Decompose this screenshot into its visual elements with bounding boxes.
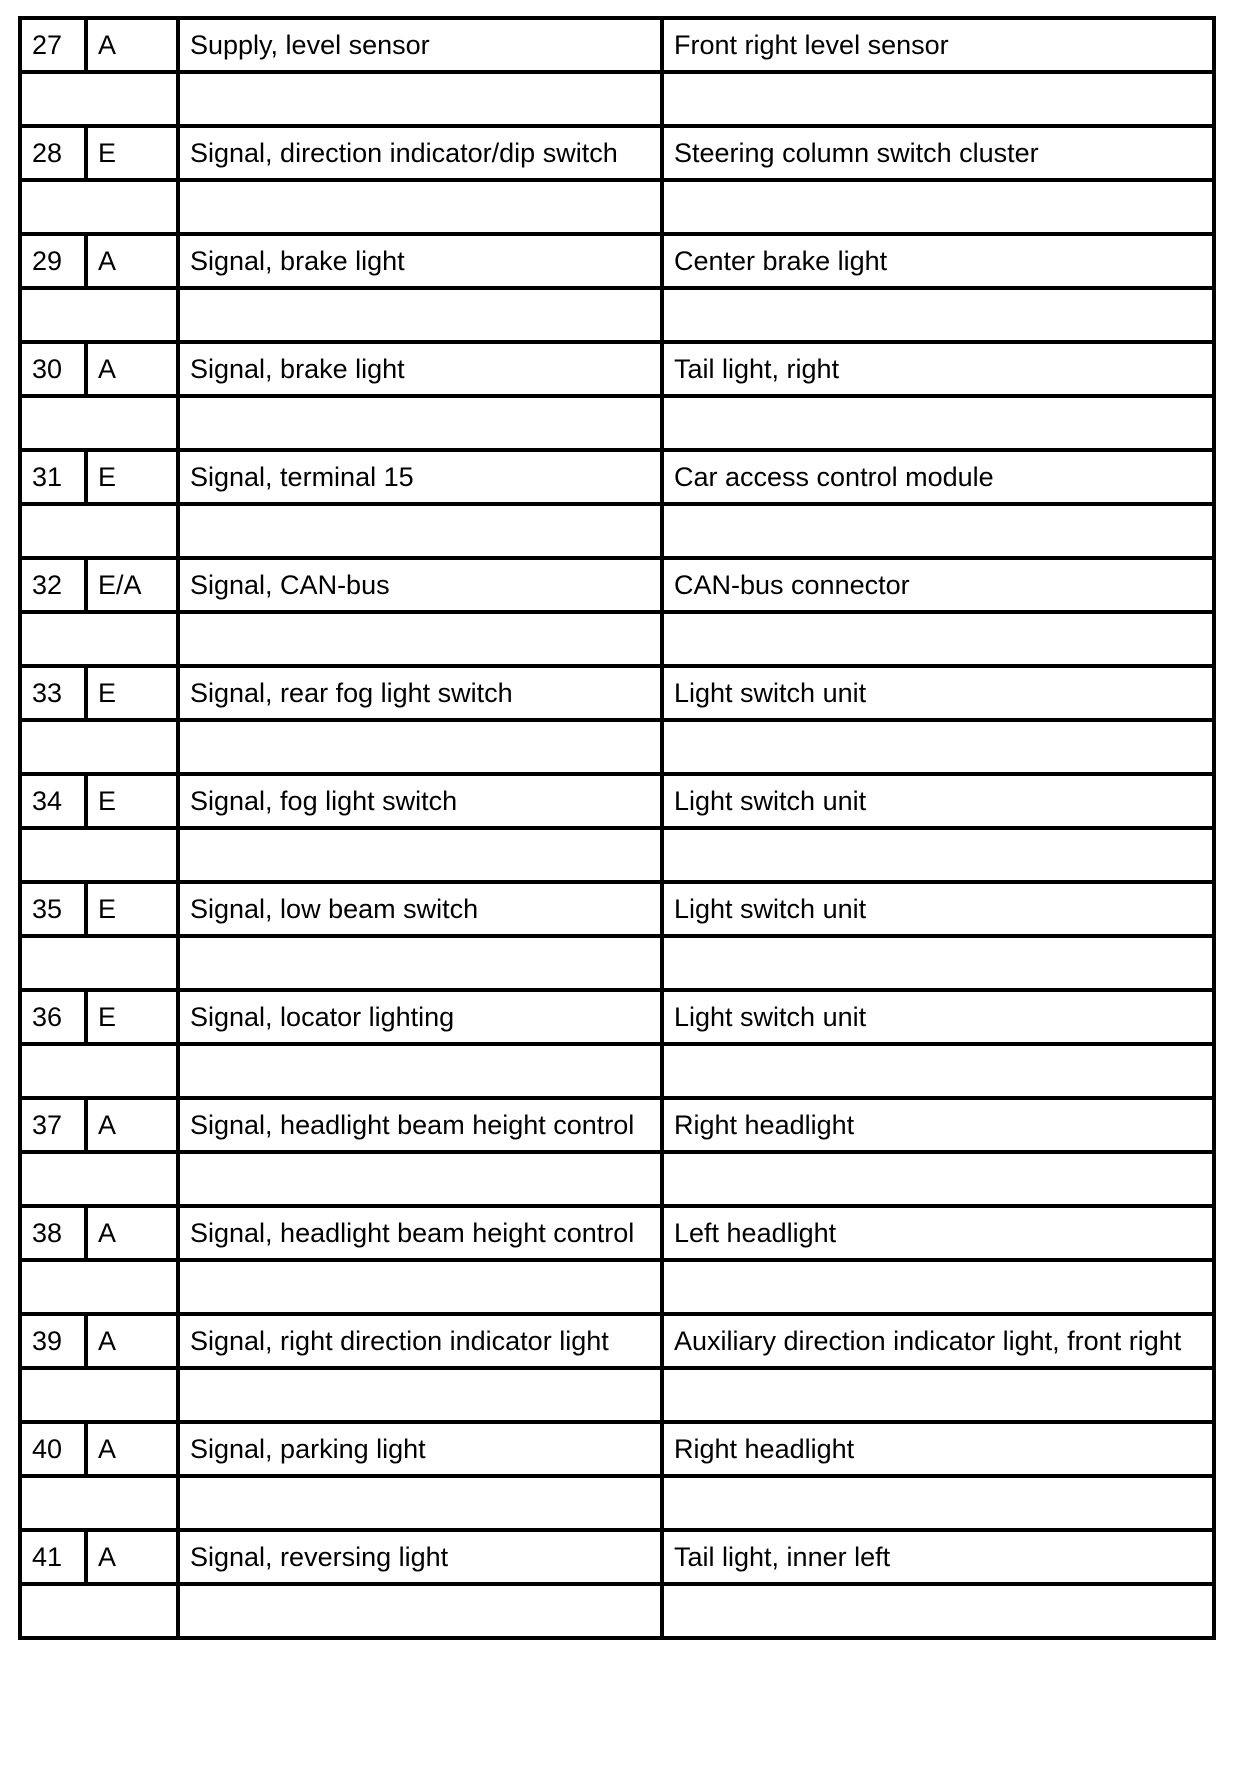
empty-cell bbox=[662, 612, 1214, 666]
table-row-spacer bbox=[20, 936, 1214, 990]
empty-cell bbox=[662, 1476, 1214, 1530]
empty-cell bbox=[20, 180, 178, 234]
empty-cell bbox=[662, 504, 1214, 558]
empty-cell bbox=[20, 1044, 178, 1098]
signal-type-cell: A bbox=[86, 1422, 178, 1476]
table-row-spacer bbox=[20, 1584, 1214, 1638]
connected-component-cell: Right headlight bbox=[662, 1422, 1214, 1476]
empty-cell bbox=[178, 1368, 662, 1422]
table-row-spacer bbox=[20, 288, 1214, 342]
empty-cell bbox=[20, 504, 178, 558]
empty-cell bbox=[662, 396, 1214, 450]
connected-component-cell: Light switch unit bbox=[662, 774, 1214, 828]
empty-cell bbox=[20, 1152, 178, 1206]
table-row bbox=[20, 234, 1214, 288]
pin-number-cell: 27 bbox=[20, 18, 86, 72]
table-row-spacer bbox=[20, 612, 1214, 666]
signal-type-cell: A bbox=[86, 1314, 178, 1368]
signal-description-cell: Signal, low beam switch bbox=[178, 882, 662, 936]
table-row-spacer bbox=[20, 720, 1214, 774]
table-row bbox=[20, 1422, 1214, 1476]
pin-number-cell: 32 bbox=[20, 558, 86, 612]
empty-cell bbox=[20, 1584, 178, 1638]
empty-cell bbox=[662, 180, 1214, 234]
empty-cell bbox=[178, 720, 662, 774]
table-row bbox=[20, 126, 1214, 180]
pin-number-cell: 41 bbox=[20, 1530, 86, 1584]
signal-type-cell: E bbox=[86, 990, 178, 1044]
pin-number-cell: 37 bbox=[20, 1098, 86, 1152]
table-row bbox=[20, 558, 1214, 612]
empty-cell bbox=[178, 1584, 662, 1638]
connected-component-cell: Tail light, inner left bbox=[662, 1530, 1214, 1584]
table-row bbox=[20, 666, 1214, 720]
signal-type-cell: E bbox=[86, 666, 178, 720]
table-row bbox=[20, 1206, 1214, 1260]
table-row-spacer bbox=[20, 396, 1214, 450]
empty-cell bbox=[20, 1476, 178, 1530]
signal-description-cell: Signal, CAN-bus bbox=[178, 558, 662, 612]
signal-description-cell: Signal, terminal 15 bbox=[178, 450, 662, 504]
table-row-spacer bbox=[20, 1368, 1214, 1422]
table-row-spacer bbox=[20, 828, 1214, 882]
connected-component-cell: Light switch unit bbox=[662, 666, 1214, 720]
empty-cell bbox=[662, 720, 1214, 774]
table-row-spacer bbox=[20, 72, 1214, 126]
empty-cell bbox=[662, 1584, 1214, 1638]
empty-cell bbox=[178, 288, 662, 342]
empty-cell bbox=[662, 1152, 1214, 1206]
table-row bbox=[20, 1530, 1214, 1584]
empty-cell bbox=[178, 1152, 662, 1206]
empty-cell bbox=[178, 72, 662, 126]
table-row-spacer bbox=[20, 504, 1214, 558]
table-row-spacer bbox=[20, 1044, 1214, 1098]
table-row-spacer bbox=[20, 180, 1214, 234]
pin-number-cell: 31 bbox=[20, 450, 86, 504]
signal-description-cell: Signal, reversing light bbox=[178, 1530, 662, 1584]
empty-cell bbox=[20, 828, 178, 882]
empty-cell bbox=[20, 1368, 178, 1422]
pin-number-cell: 36 bbox=[20, 990, 86, 1044]
connected-component-cell: CAN-bus connector bbox=[662, 558, 1214, 612]
connected-component-cell: Auxiliary direction indicator light, front right bbox=[662, 1314, 1214, 1368]
pin-number-cell: 35 bbox=[20, 882, 86, 936]
signal-description-cell: Signal, rear fog light switch bbox=[178, 666, 662, 720]
empty-cell bbox=[178, 1044, 662, 1098]
connected-component-cell: Steering column switch cluster bbox=[662, 126, 1214, 180]
connected-component-cell: Light switch unit bbox=[662, 990, 1214, 1044]
pin-number-cell: 28 bbox=[20, 126, 86, 180]
pin-number-cell: 33 bbox=[20, 666, 86, 720]
empty-cell bbox=[178, 396, 662, 450]
signal-type-cell: E/A bbox=[86, 558, 178, 612]
table-row bbox=[20, 1314, 1214, 1368]
table-row bbox=[20, 774, 1214, 828]
signal-type-cell: E bbox=[86, 450, 178, 504]
table-row bbox=[20, 450, 1214, 504]
table-row-spacer bbox=[20, 1476, 1214, 1530]
empty-cell bbox=[178, 1260, 662, 1314]
signal-type-cell: E bbox=[86, 774, 178, 828]
pin-assignment-table bbox=[18, 16, 1216, 1640]
table-row-spacer bbox=[20, 1152, 1214, 1206]
empty-cell bbox=[178, 936, 662, 990]
empty-cell bbox=[20, 936, 178, 990]
empty-cell bbox=[178, 612, 662, 666]
empty-cell bbox=[178, 828, 662, 882]
empty-cell bbox=[662, 288, 1214, 342]
connected-component-cell: Front right level sensor bbox=[662, 18, 1214, 72]
signal-description-cell: Signal, direction indicator/dip switch bbox=[178, 126, 662, 180]
signal-type-cell: A bbox=[86, 1530, 178, 1584]
empty-cell bbox=[20, 720, 178, 774]
empty-cell bbox=[20, 288, 178, 342]
pin-number-cell: 39 bbox=[20, 1314, 86, 1368]
signal-type-cell: E bbox=[86, 882, 178, 936]
signal-type-cell: A bbox=[86, 342, 178, 396]
pin-number-cell: 34 bbox=[20, 774, 86, 828]
empty-cell bbox=[20, 1260, 178, 1314]
pin-number-cell: 29 bbox=[20, 234, 86, 288]
signal-description-cell: Signal, brake light bbox=[178, 234, 662, 288]
connected-component-cell: Light switch unit bbox=[662, 882, 1214, 936]
table-row bbox=[20, 882, 1214, 936]
empty-cell bbox=[662, 1368, 1214, 1422]
table-body bbox=[20, 18, 1214, 1638]
signal-description-cell: Signal, locator lighting bbox=[178, 990, 662, 1044]
signal-description-cell: Signal, parking light bbox=[178, 1422, 662, 1476]
signal-description-cell: Signal, brake light bbox=[178, 342, 662, 396]
empty-cell bbox=[662, 1044, 1214, 1098]
signal-type-cell: A bbox=[86, 234, 178, 288]
signal-description-cell: Signal, headlight beam height control bbox=[178, 1098, 662, 1152]
empty-cell bbox=[178, 1476, 662, 1530]
empty-cell bbox=[662, 936, 1214, 990]
empty-cell bbox=[20, 612, 178, 666]
table-row-spacer bbox=[20, 1260, 1214, 1314]
empty-cell bbox=[662, 828, 1214, 882]
signal-type-cell: E bbox=[86, 126, 178, 180]
table-row bbox=[20, 990, 1214, 1044]
signal-type-cell: A bbox=[86, 18, 178, 72]
table-row bbox=[20, 342, 1214, 396]
connected-component-cell: Left headlight bbox=[662, 1206, 1214, 1260]
connected-component-cell: Center brake light bbox=[662, 234, 1214, 288]
pin-number-cell: 30 bbox=[20, 342, 86, 396]
empty-cell bbox=[178, 504, 662, 558]
signal-description-cell: Signal, right direction indicator light bbox=[178, 1314, 662, 1368]
connected-component-cell: Car access control module bbox=[662, 450, 1214, 504]
pin-number-cell: 38 bbox=[20, 1206, 86, 1260]
table-row bbox=[20, 18, 1214, 72]
pin-number-cell: 40 bbox=[20, 1422, 86, 1476]
empty-cell bbox=[20, 396, 178, 450]
connected-component-cell: Right headlight bbox=[662, 1098, 1214, 1152]
connected-component-cell: Tail light, right bbox=[662, 342, 1214, 396]
empty-cell bbox=[20, 72, 178, 126]
signal-description-cell: Supply, level sensor bbox=[178, 18, 662, 72]
empty-cell bbox=[178, 180, 662, 234]
table-row bbox=[20, 1098, 1214, 1152]
signal-description-cell: Signal, fog light switch bbox=[178, 774, 662, 828]
signal-type-cell: A bbox=[86, 1098, 178, 1152]
signal-type-cell: A bbox=[86, 1206, 178, 1260]
signal-description-cell: Signal, headlight beam height control bbox=[178, 1206, 662, 1260]
empty-cell bbox=[662, 72, 1214, 126]
empty-cell bbox=[662, 1260, 1214, 1314]
